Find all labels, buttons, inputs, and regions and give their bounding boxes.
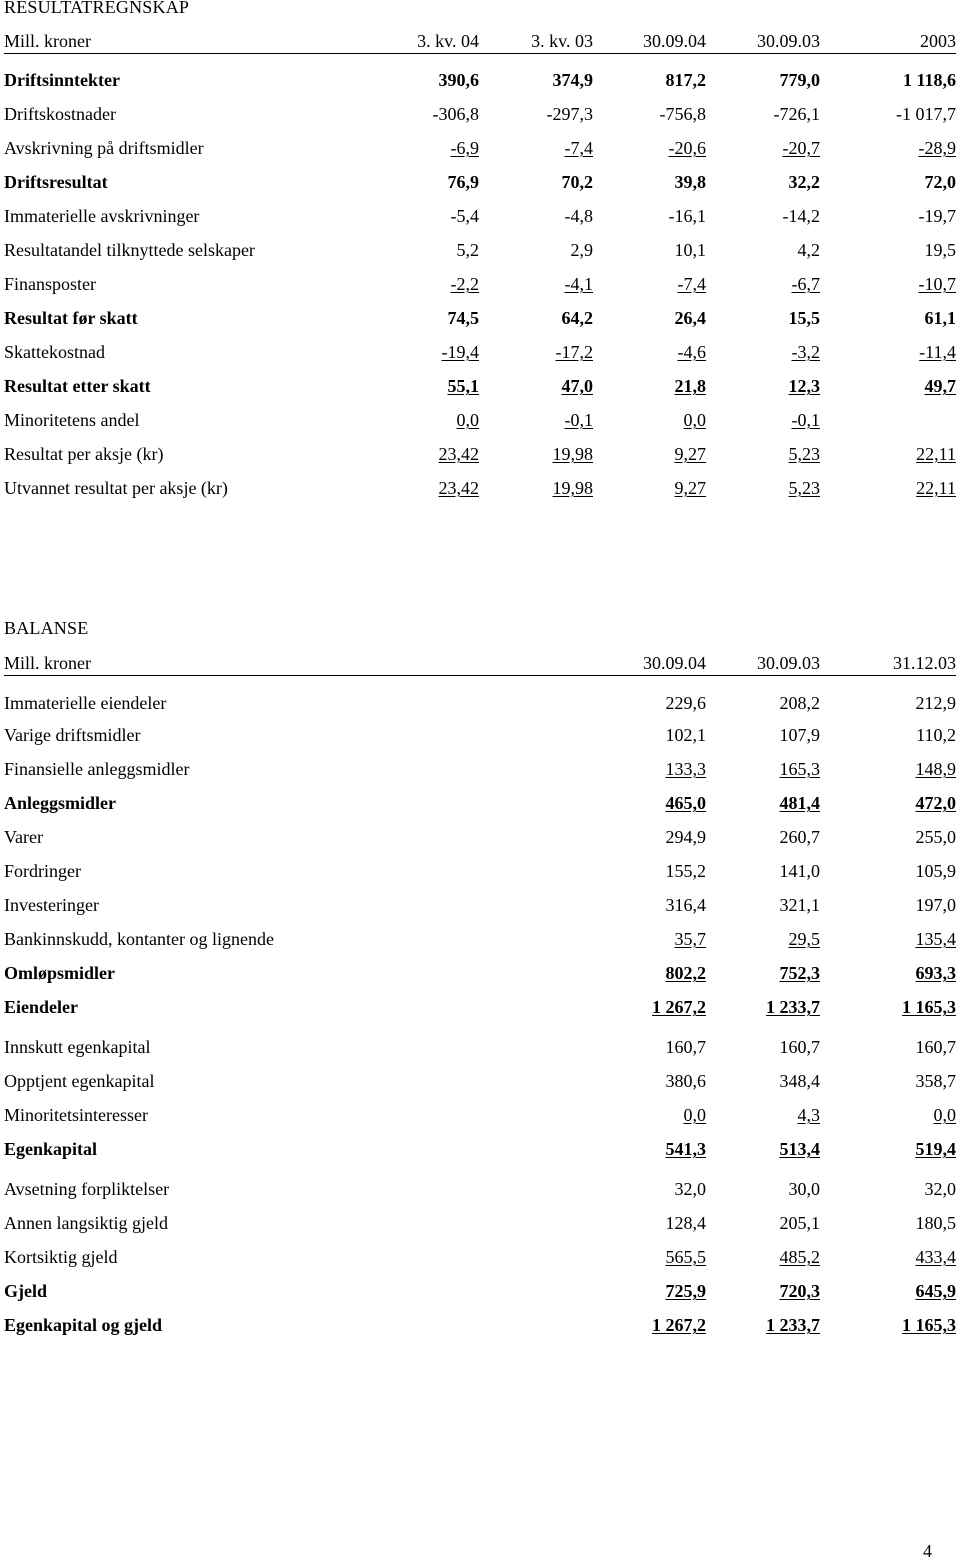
income-cell-value: 9,27 bbox=[674, 444, 706, 464]
balance-row-label: Immaterielle eiendeler bbox=[4, 693, 167, 713]
income-cell-value: -306,8 bbox=[432, 104, 479, 124]
income-table-row bbox=[4, 408, 956, 432]
income-cell-value: 26,4 bbox=[674, 308, 706, 328]
income-cell-value: 19,5 bbox=[924, 240, 956, 260]
income-column-header: 30.09.03 bbox=[757, 31, 820, 51]
balance-cell-value: 135,4 bbox=[915, 929, 956, 949]
balance-cell-value: 316,4 bbox=[665, 895, 706, 915]
income-cell-value: 19,98 bbox=[552, 444, 593, 464]
income-cell-value: -19,7 bbox=[918, 206, 956, 226]
balance-cell-value: 148,9 bbox=[915, 759, 956, 779]
balance-cell-value: 752,3 bbox=[779, 963, 820, 983]
balance-cell-value: 180,5 bbox=[915, 1213, 956, 1233]
balance-row-label: Minoritetsinteresser bbox=[4, 1105, 148, 1125]
income-cell-value: -7,4 bbox=[677, 274, 706, 294]
income-cell-value: 74,5 bbox=[447, 308, 479, 328]
balance-table-row bbox=[4, 1069, 956, 1093]
balance-cell-value: 0,0 bbox=[933, 1105, 956, 1125]
balance-cell-value: 128,4 bbox=[665, 1213, 706, 1233]
balance-cell-value: 1 267,2 bbox=[652, 1315, 706, 1335]
balance-cell-value: 802,2 bbox=[665, 963, 706, 983]
income-table-row bbox=[4, 340, 956, 364]
income-cell-value: -7,4 bbox=[564, 138, 593, 158]
income-cell-value: -6,9 bbox=[450, 138, 479, 158]
income-row-label: Driftsinntekter bbox=[4, 70, 120, 90]
income-table-row bbox=[4, 306, 956, 330]
balance-row-label: Kortsiktig gjeld bbox=[4, 1247, 118, 1267]
income-row-label: Resultat per aksje (kr) bbox=[4, 444, 164, 464]
balance-cell-value: 160,7 bbox=[665, 1037, 706, 1057]
income-title: RESULTATREGNSKAP bbox=[4, 0, 190, 17]
income-unit-label: Mill. kroner bbox=[4, 31, 91, 51]
balance-cell-value: 255,0 bbox=[915, 827, 956, 847]
income-cell-value: 64,2 bbox=[561, 308, 593, 328]
balance-cell-value: 465,0 bbox=[665, 793, 706, 813]
balance-cell-value: 0,0 bbox=[683, 1105, 706, 1125]
balance-table-row bbox=[4, 791, 956, 815]
income-cell-value: 61,1 bbox=[924, 308, 956, 328]
income-cell-value: 2,9 bbox=[570, 240, 593, 260]
balance-cell-value: 433,4 bbox=[915, 1247, 956, 1267]
balance-cell-value: 212,9 bbox=[915, 693, 956, 713]
income-table-row bbox=[4, 272, 956, 296]
income-cell-value: 5,23 bbox=[788, 478, 820, 498]
income-row-label: Immaterielle avskrivninger bbox=[4, 206, 200, 226]
balance-cell-value: 1 165,3 bbox=[902, 1315, 956, 1335]
balance-table-row bbox=[4, 927, 956, 951]
balance-row-label: Varer bbox=[4, 827, 43, 847]
income-table-row bbox=[4, 442, 956, 466]
balance-cell-value: 165,3 bbox=[779, 759, 820, 779]
balance-cell-value: 105,9 bbox=[915, 861, 956, 881]
balance-row-label: Innskutt egenkapital bbox=[4, 1037, 151, 1057]
balance-cell-value: 645,9 bbox=[915, 1281, 956, 1301]
income-cell-value: 70,2 bbox=[561, 172, 593, 192]
balance-cell-value: 725,9 bbox=[665, 1281, 706, 1301]
balance-row-label: Varige driftsmidler bbox=[4, 725, 141, 745]
balance-cell-value: 1 267,2 bbox=[652, 997, 706, 1017]
income-table-row bbox=[4, 68, 956, 92]
income-cell-value: -2,2 bbox=[450, 274, 479, 294]
income-cell-value: -16,1 bbox=[668, 206, 706, 226]
income-cell-value: -0,1 bbox=[791, 410, 820, 430]
income-cell-value: 32,2 bbox=[788, 172, 820, 192]
balance-table-row bbox=[4, 1211, 956, 1235]
income-row-label: Avskrivning på driftsmidler bbox=[4, 138, 204, 158]
balance-row-label: Omløpsmidler bbox=[4, 963, 115, 983]
balance-column-header: 30.09.03 bbox=[757, 653, 820, 673]
income-cell-value: 39,8 bbox=[674, 172, 706, 192]
balance-row-label: Egenkapital bbox=[4, 1139, 98, 1159]
balance-cell-value: 321,1 bbox=[779, 895, 820, 915]
income-table-row bbox=[4, 136, 956, 160]
income-cell-value: 5,2 bbox=[456, 240, 479, 260]
balance-row-label: Investeringer bbox=[4, 895, 99, 915]
income-cell-value: -14,2 bbox=[782, 206, 820, 226]
balance-cell-value: 110,2 bbox=[916, 725, 956, 745]
income-cell-value: -6,7 bbox=[791, 274, 820, 294]
income-cell-value: -1 017,7 bbox=[896, 104, 956, 124]
balance-cell-value: 693,3 bbox=[915, 963, 956, 983]
balance-row-label: Anleggsmidler bbox=[4, 793, 116, 813]
income-cell-value: 19,98 bbox=[552, 478, 593, 498]
balance-table-row bbox=[4, 1103, 956, 1127]
balance-column-header: 30.09.04 bbox=[643, 653, 706, 673]
balance-cell-value: 155,2 bbox=[665, 861, 706, 881]
income-row-label: Finansposter bbox=[4, 274, 96, 294]
balance-row-label: Avsetning forpliktelser bbox=[4, 1179, 170, 1199]
balance-row-label: Finansielle anleggsmidler bbox=[4, 759, 190, 779]
income-row-label: Skattekostnad bbox=[4, 342, 105, 362]
balance-row-label: Gjeld bbox=[4, 1281, 47, 1301]
income-cell-value: -297,3 bbox=[546, 104, 593, 124]
balance-table-row bbox=[4, 757, 956, 781]
balance-title: BALANSE bbox=[4, 618, 89, 638]
balance-cell-value: 565,5 bbox=[665, 1247, 706, 1267]
income-cell-value: 390,6 bbox=[438, 70, 479, 90]
balance-unit-label: Mill. kroner bbox=[4, 653, 91, 673]
balance-row-label: Opptjent egenkapital bbox=[4, 1071, 155, 1091]
balance-table-row bbox=[4, 961, 956, 985]
balance-table-row bbox=[4, 893, 956, 917]
income-table-row bbox=[4, 476, 956, 500]
balance-cell-value: 720,3 bbox=[779, 1281, 820, 1301]
income-cell-value: 15,5 bbox=[788, 308, 820, 328]
income-cell-value: 47,0 bbox=[561, 376, 593, 396]
balance-cell-value: 29,5 bbox=[788, 929, 820, 949]
income-cell-value: -10,7 bbox=[918, 274, 956, 294]
income-cell-value: -756,8 bbox=[659, 104, 706, 124]
income-cell-value: 0,0 bbox=[456, 410, 479, 430]
income-cell-value: -17,2 bbox=[555, 342, 593, 362]
income-row-label: Resultat etter skatt bbox=[4, 376, 151, 396]
income-cell-value: 55,1 bbox=[447, 376, 479, 396]
balance-cell-value: 481,4 bbox=[779, 793, 820, 813]
balance-cell-value: 107,9 bbox=[779, 725, 820, 745]
income-cell-value: -4,6 bbox=[677, 342, 706, 362]
balance-cell-value: 205,1 bbox=[779, 1213, 820, 1233]
income-column-header: 2003 bbox=[920, 31, 956, 51]
balance-header-row bbox=[4, 651, 956, 676]
income-table-row bbox=[4, 238, 956, 262]
balance-row-label: Egenkapital og gjeld bbox=[4, 1315, 163, 1335]
income-cell-value: -4,8 bbox=[564, 206, 593, 226]
balance-cell-value: 160,7 bbox=[915, 1037, 956, 1057]
income-cell-value: 9,27 bbox=[674, 478, 706, 498]
balance-cell-value: 519,4 bbox=[915, 1139, 956, 1159]
income-cell-value: 0,0 bbox=[683, 410, 706, 430]
income-cell-value: -28,9 bbox=[918, 138, 956, 158]
balance-table-row bbox=[4, 691, 956, 715]
income-row-label: Resultatandel tilknyttede selskaper bbox=[4, 240, 255, 260]
balance-table-row bbox=[4, 1137, 956, 1161]
income-table-row bbox=[4, 102, 956, 126]
balance-cell-value: 35,7 bbox=[674, 929, 706, 949]
income-cell-value: 12,3 bbox=[788, 376, 820, 396]
income-cell-value: 49,7 bbox=[924, 376, 956, 396]
income-row-label: Minoritetens andel bbox=[4, 410, 140, 430]
income-cell-value: -20,7 bbox=[782, 138, 820, 158]
balance-cell-value: 32,0 bbox=[924, 1179, 956, 1199]
balance-row-label: Eiendeler bbox=[4, 997, 78, 1017]
income-cell-value: -5,4 bbox=[450, 206, 479, 226]
income-cell-value: 22,11 bbox=[916, 444, 956, 464]
balance-cell-value: 141,0 bbox=[779, 861, 820, 881]
balance-row-label: Annen langsiktig gjeld bbox=[4, 1213, 168, 1233]
balance-table-row bbox=[4, 1279, 956, 1303]
balance-cell-value: 260,7 bbox=[779, 827, 820, 847]
balance-row-label: Fordringer bbox=[4, 861, 81, 881]
balance-table-row bbox=[4, 1035, 956, 1059]
income-cell-value: 779,0 bbox=[779, 70, 820, 90]
page-number: 4 bbox=[923, 1541, 932, 1561]
income-table-row bbox=[4, 374, 956, 398]
income-row-label: Resultat før skatt bbox=[4, 308, 138, 328]
income-cell-value: 5,23 bbox=[788, 444, 820, 464]
income-column-header: 3. kv. 04 bbox=[417, 31, 479, 51]
income-column-header: 30.09.04 bbox=[643, 31, 706, 51]
balance-cell-value: 30,0 bbox=[788, 1179, 820, 1199]
income-table-row bbox=[4, 170, 956, 194]
balance-cell-value: 358,7 bbox=[915, 1071, 956, 1091]
balance-cell-value: 541,3 bbox=[665, 1139, 706, 1159]
income-row-label: Utvannet resultat per aksje (kr) bbox=[4, 478, 228, 498]
balance-row-label: Bankinnskudd, kontanter og lignende bbox=[4, 929, 274, 949]
balance-cell-value: 485,2 bbox=[779, 1247, 820, 1267]
income-cell-value: 374,9 bbox=[552, 70, 593, 90]
balance-cell-value: 32,0 bbox=[674, 1179, 706, 1199]
balance-table-row bbox=[4, 825, 956, 849]
balance-cell-value: 1 233,7 bbox=[766, 997, 820, 1017]
balance-table-row bbox=[4, 859, 956, 883]
balance-column-header: 31.12.03 bbox=[893, 653, 956, 673]
income-cell-value: 23,42 bbox=[438, 444, 479, 464]
balance-cell-value: 208,2 bbox=[779, 693, 820, 713]
income-row-label: Driftsresultat bbox=[4, 172, 108, 192]
income-header-row bbox=[4, 29, 956, 54]
income-column-header: 3. kv. 03 bbox=[531, 31, 593, 51]
income-cell-value: -11,4 bbox=[919, 342, 956, 362]
income-cell-value: 22,11 bbox=[916, 478, 956, 498]
balance-table-row bbox=[4, 723, 956, 747]
income-cell-value: -3,2 bbox=[791, 342, 820, 362]
balance-cell-value: 197,0 bbox=[915, 895, 956, 915]
balance-cell-value: 133,3 bbox=[665, 759, 706, 779]
balance-cell-value: 472,0 bbox=[915, 793, 956, 813]
balance-cell-value: 380,6 bbox=[665, 1071, 706, 1091]
balance-cell-value: 102,1 bbox=[665, 725, 706, 745]
income-cell-value: 23,42 bbox=[438, 478, 479, 498]
balance-cell-value: 513,4 bbox=[779, 1139, 820, 1159]
balance-cell-value: 229,6 bbox=[665, 693, 706, 713]
income-cell-value: -726,1 bbox=[773, 104, 820, 124]
income-cell-value: 72,0 bbox=[924, 172, 956, 192]
balance-cell-value: 348,4 bbox=[779, 1071, 820, 1091]
income-cell-value: 21,8 bbox=[674, 376, 706, 396]
income-cell-value: 10,1 bbox=[674, 240, 706, 260]
income-cell-value: -4,1 bbox=[564, 274, 593, 294]
balance-cell-value: 1 233,7 bbox=[766, 1315, 820, 1335]
income-table-row bbox=[4, 204, 956, 228]
balance-cell-value: 294,9 bbox=[665, 827, 706, 847]
balance-table-row bbox=[4, 995, 956, 1019]
income-cell-value: -20,6 bbox=[668, 138, 706, 158]
income-row-label: Driftskostnader bbox=[4, 104, 116, 124]
balance-cell-value: 1 165,3 bbox=[902, 997, 956, 1017]
income-cell-value: 76,9 bbox=[447, 172, 479, 192]
income-cell-value: 817,2 bbox=[665, 70, 706, 90]
income-cell-value: 4,2 bbox=[797, 240, 820, 260]
income-cell-value: -0,1 bbox=[564, 410, 593, 430]
income-cell-value: -19,4 bbox=[441, 342, 479, 362]
balance-table-row bbox=[4, 1245, 956, 1269]
balance-cell-value: 160,7 bbox=[779, 1037, 820, 1057]
income-cell-value: 1 118,6 bbox=[902, 70, 956, 90]
balance-cell-value: 4,3 bbox=[797, 1105, 820, 1125]
balance-table-row bbox=[4, 1313, 956, 1337]
balance-table-row bbox=[4, 1177, 956, 1201]
